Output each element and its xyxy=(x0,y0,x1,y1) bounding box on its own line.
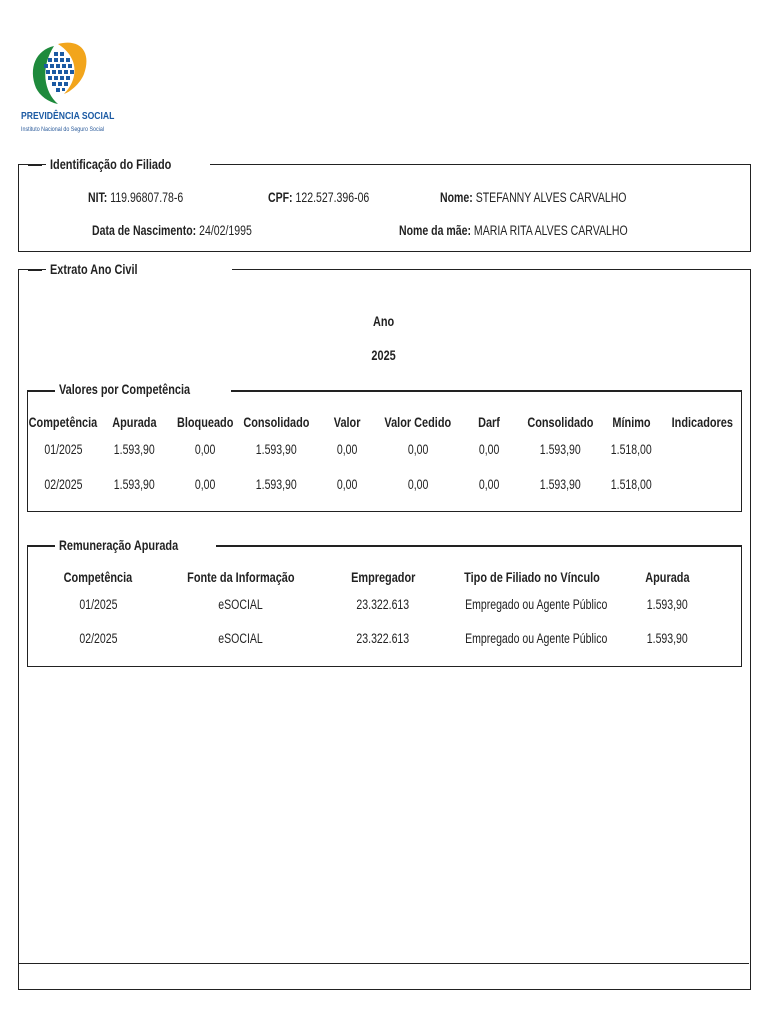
logo-emblem-icon xyxy=(18,38,108,110)
remuneracao-cell: eSOCIAL xyxy=(218,631,264,646)
valores-header: Consolidado xyxy=(242,414,310,430)
valores-cell: 0,00 xyxy=(194,442,216,457)
valores-header: Valor xyxy=(333,414,361,430)
nascimento-value: 24/02/1995 xyxy=(199,223,252,238)
valores-cell: 0,00 xyxy=(407,477,429,492)
valores-header: Bloqueado xyxy=(176,414,234,430)
nome-row xyxy=(440,190,679,205)
valores-cell: 0,00 xyxy=(407,442,429,457)
extrato-bottom-rule xyxy=(18,963,749,964)
remuneracao-cell: 1.593,90 xyxy=(646,631,688,646)
cpf-label: CPF: xyxy=(268,190,293,205)
identificacao-box xyxy=(18,164,751,252)
valores-cell: 1.593,90 xyxy=(255,477,297,492)
valores-header: Valor Cedido xyxy=(384,414,452,430)
legend-dash xyxy=(28,164,42,166)
extrato-legend: Extrato Ano Civil xyxy=(46,261,232,277)
nit-value: 119.96807.78-6 xyxy=(110,190,184,205)
valores-cell: 1.518,00 xyxy=(610,477,652,492)
valores-header: Indicadores xyxy=(671,414,733,430)
remuneracao-cell: Empregado ou Agente Público xyxy=(465,631,608,646)
remuneracao-cell: Empregado ou Agente Público xyxy=(465,597,608,612)
remuneracao-header: Fonte da Informação xyxy=(187,569,295,585)
ano-label: Ano xyxy=(373,313,395,329)
remuneracao-header: Apurada xyxy=(644,569,690,585)
logo-name: PREVIDÊNCIA SOCIAL xyxy=(21,111,115,122)
valores-cell: 1.593,90 xyxy=(113,442,155,457)
valores-legend: Valores por Competência xyxy=(55,381,231,397)
valores-header: Darf xyxy=(478,414,500,430)
valores-header: Mínimo xyxy=(611,414,651,430)
valores-header: Consolidado xyxy=(526,414,594,430)
remuneracao-legend: Remuneração Apurada xyxy=(55,537,216,553)
remuneracao-cell: eSOCIAL xyxy=(218,597,264,612)
valores-cell xyxy=(622,477,768,492)
nit-label: NIT: xyxy=(88,190,108,205)
nascimento-label: Data de Nascimento: xyxy=(92,223,197,238)
remuneracao-cell: 1.593,90 xyxy=(646,597,688,612)
logo-subtitle: Instituto Nacional do Seguro Social xyxy=(21,126,104,133)
mae-label: Nome da mãe: xyxy=(399,223,471,238)
remuneracao-cell: 23.322.613 xyxy=(356,631,410,646)
valores-cell: 1.593,90 xyxy=(539,442,581,457)
valores-cell: 0,00 xyxy=(478,477,500,492)
valores-header: Apurada xyxy=(111,414,157,430)
valores-cell: 0,00 xyxy=(478,442,500,457)
valores-cell: 0,00 xyxy=(336,442,358,457)
valores-cell: 1.593,90 xyxy=(539,477,581,492)
nit-row xyxy=(88,190,210,205)
remuneracao-header: Competência xyxy=(63,569,133,585)
valores-cell: 1.593,90 xyxy=(255,442,297,457)
remuneracao-cell: 23.322.613 xyxy=(356,597,410,612)
cpf-value: 122.527.396-06 xyxy=(295,190,370,205)
legend-dash xyxy=(28,269,42,271)
valores-cell xyxy=(622,442,768,457)
valores-cell: 1.518,00 xyxy=(610,442,652,457)
cpf-row xyxy=(268,190,398,205)
valores-cell: 01/2025 xyxy=(43,442,83,457)
valores-cell: 0,00 xyxy=(336,477,358,492)
mae-value: MARIA RITA ALVES CARVALHO xyxy=(473,223,628,238)
nome-value: STEFANNY ALVES CARVALHO xyxy=(475,190,627,205)
valores-header: Competência xyxy=(28,414,98,430)
nome-label: Nome: xyxy=(440,190,473,205)
nascimento-row xyxy=(92,223,297,238)
remuneracao-header: Empregador xyxy=(350,569,416,585)
valores-cell: 0,00 xyxy=(194,477,216,492)
mae-row xyxy=(399,223,692,238)
valores-cell: 02/2025 xyxy=(43,477,83,492)
identificacao-legend: Identificação do Filiado xyxy=(46,156,210,172)
valores-cell: 1.593,90 xyxy=(113,477,155,492)
remuneracao-cell: 02/2025 xyxy=(78,631,118,646)
remuneracao-header: Tipo de Filiado no Vínculo xyxy=(464,569,600,585)
remuneracao-cell: 01/2025 xyxy=(78,597,118,612)
ano-value: 2025 xyxy=(371,347,397,363)
